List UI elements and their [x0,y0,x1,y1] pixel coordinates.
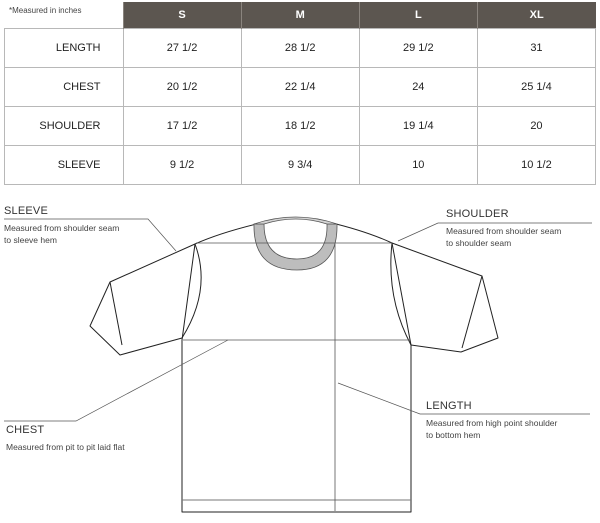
cell-value: 10 1/2 [477,146,595,185]
row-label: CHEST [5,68,124,107]
collar [254,217,337,270]
size-chart-table [4,2,596,185]
chest-desc-line: Measured from pit to pit laid flat [6,442,125,452]
cell-value: 29 1/2 [359,29,477,68]
size-header-s: S [123,2,241,29]
cell-value: 20 1/2 [123,68,241,107]
shoulder-desc-line: Measured from shoulder seam [446,226,562,236]
shoulder-desc-line: to shoulder seam [446,238,512,248]
table-row-sleeve [5,146,596,185]
cell-value: 25 1/4 [477,68,595,107]
cell-value: 24 [359,68,477,107]
shoulder-label: SHOULDER [446,208,509,220]
sleeve-description [4,222,119,246]
cell-value: 9 1/2 [123,146,241,185]
cell-value: 19 1/4 [359,107,477,146]
table-row-length [5,29,596,68]
cell-value: 22 1/4 [241,68,359,107]
length-label: LENGTH [426,400,472,412]
sleeve-label: SLEEVE [4,205,49,217]
chest-leader-line [4,340,228,421]
chest-description [6,441,125,453]
cell-value: 18 1/2 [241,107,359,146]
cell-value: 20 [477,107,595,146]
row-label: SLEEVE [5,146,124,185]
shoulder-description [446,225,561,249]
measurement-unit-note: *Measured in inches [9,6,82,15]
measurement-guides [183,243,410,511]
sleeve-desc-line: Measured from shoulder seam [4,223,120,233]
sleeve-desc-line: to sleeve hem [4,235,57,245]
cell-value: 28 1/2 [241,29,359,68]
cell-value: 9 3/4 [241,146,359,185]
cell-value: 31 [477,29,595,68]
row-label: SHOULDER [5,107,124,146]
size-header-row [5,2,596,29]
chest-label: CHEST [6,424,45,436]
size-header-xl: XL [477,2,595,29]
size-header-l: L [359,2,477,29]
length-desc-line: Measured from high point shoulder [426,418,558,428]
size-header-m: M [241,2,359,29]
table-row-shoulder [5,107,596,146]
length-description [426,417,557,441]
row-label: LENGTH [5,29,124,68]
cell-value: 17 1/2 [123,107,241,146]
table-row-chest [5,68,596,107]
cell-value: 10 [359,146,477,185]
cell-value: 27 1/2 [123,29,241,68]
length-desc-line: to bottom hem [426,430,481,440]
